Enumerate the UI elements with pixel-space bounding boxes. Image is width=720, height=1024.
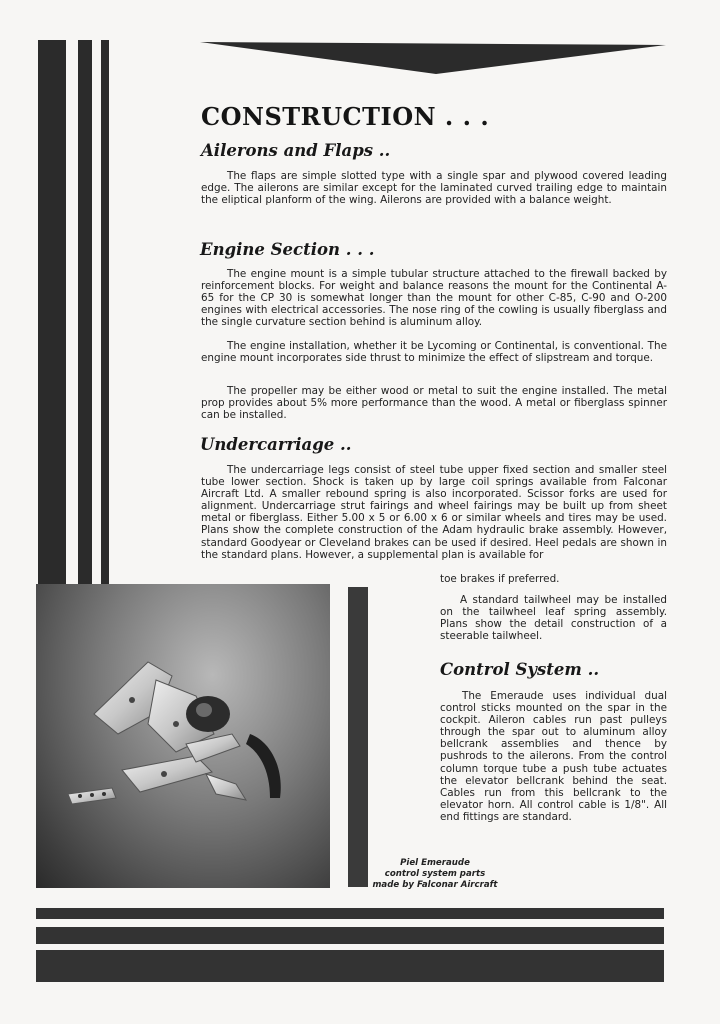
ailerons-paragraph: The flaps are simple slotted type with a single spar and plywood covered leading edge. The ailerons are similar except for the laminated curved trailing edge to maintain the eliptical planform of the wing. Ailerons are provided with a balance weight. — [201, 170, 667, 207]
decorative-wedge-banner — [200, 42, 666, 76]
decorative-vertical-bar-middle — [348, 587, 368, 887]
section-title-engine: Engine Section . . . — [200, 240, 375, 259]
caption-line-2: control system parts — [384, 869, 486, 879]
decorative-vertical-bar-thin — [101, 40, 109, 590]
page-title: CONSTRUCTION . . . — [201, 102, 490, 131]
engine-paragraph-3: The propeller may be either wood or metal to suit the engine installed. The metal prop provides about 5% more performance than the wood. A metal or fiberglass spinner can be installed. — [201, 385, 667, 422]
section-title-ailerons: Ailerons and Flaps .. — [201, 141, 391, 160]
engine-paragraph-1: The engine mount is a simple tubular structure attached to the firewall backed by reinforcement blocks. For weight and balance reasons the mount for the Continental A-65 for the CP 30 is somewhat longer than the mount for other C-85, C-90 and O-200 engines with electrical accessories. The nose ring of the cowling is usually fiberglass and the single curvature section behind is aluminum alloy. — [201, 268, 667, 329]
undercarriage-paragraph-1: The undercarriage legs consist of steel tube upper fixed section and smaller steel tube lower section. Shock is taken up by large coil springs available from Falconar Aircraft Ltd. A smaller rebound spring is also incorporated. Scissor forks are used for alignment. Undercarriage strut fairings and wheel fairings may be built up from sheet metal or fiberglass. Either 5.00 x 5 or 6.00 x 6 or similar wheels and tires may be used. Plans show the complete construction of the Adam hydraulic brake assembly. However, standard Goodyear or Cleveland brakes can be used if desired. Heel pedals are shown in the standard plans. However, a supplemental plan is available for — [201, 464, 667, 561]
undercarriage-paragraph-2: A standard tailwheel may be installed on the tailwheel leaf spring assembly. Plans show the detail construction of a steerable tailwheel. — [440, 594, 667, 643]
control-system-paragraph: The Emeraude uses individual dual control sticks mounted on the spar in the cockpit. Aileron cables run past pulleys through the spar out to aluminum alloy bellcrank assemblies and thence by pushrods to the ailerons. From the control column torque tube a push tube actuates the elevator bellcrank behind the seat. Cables run from this bellcrank to the elevator horn. All control cable is 1/8". All end fittings are standard. — [440, 690, 667, 823]
section-title-control-system: Control System .. — [440, 660, 600, 679]
decorative-horizontal-bar-wide — [36, 950, 664, 982]
undercarriage-paragraph-1-end: toe brakes if preferred. — [440, 573, 560, 585]
section-title-undercarriage: Undercarriage .. — [200, 435, 352, 454]
decorative-vertical-bar-medium — [78, 40, 92, 590]
decorative-vertical-bar-wide — [38, 40, 66, 590]
photo-caption — [350, 858, 520, 891]
engine-paragraph-2: The engine installation, whether it be Lycoming or Continental, is conventional. The engine mount incorporates side thrust to minimize the effect of slipstream and torque. — [201, 340, 667, 365]
decorative-horizontal-bar-medium — [36, 927, 664, 944]
caption-line-3: made by Falconar Aircraft — [372, 880, 498, 890]
decorative-horizontal-bar-thin — [36, 908, 664, 919]
caption-line-1: Piel Emeraude — [400, 858, 470, 868]
control-parts-photo — [36, 584, 330, 888]
